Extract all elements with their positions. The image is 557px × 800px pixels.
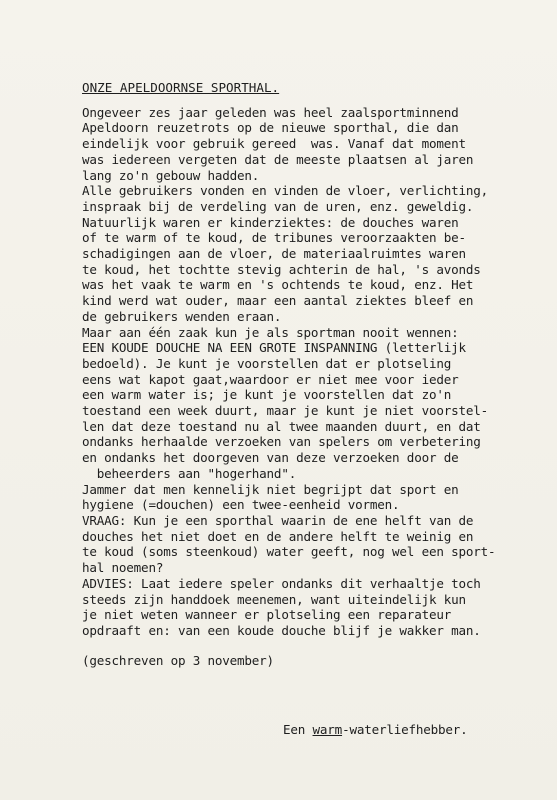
- article-text: [82, 105, 552, 639]
- signature-suffix: -waterliefhebber.: [342, 722, 468, 737]
- text-line: kind werd wat ouder, maar een aantal ziektes bleef en: [82, 293, 474, 309]
- text-line: of te warm of te koud, de tribunes veroorzaakten be-: [82, 230, 466, 246]
- text-line: inspraak bij de verdeling van de uren, enz. geweldig.: [82, 198, 474, 214]
- text-line: te koud (soms steenkoud) water geeft, nog wel een sport-: [82, 544, 496, 560]
- text-line: hal noemen?: [82, 560, 164, 576]
- text-line: Natuurlijk waren er kinderziektes: de douches waren: [82, 214, 459, 230]
- text-line: Apeldoorn reuzetrots op de nieuwe sporthal, die dan: [82, 120, 459, 136]
- text-line: lang zo'n gebouw hadden.: [82, 167, 260, 183]
- text-line: toestand een week duurt, maar je kunt je niet voorstel-: [82, 403, 489, 419]
- text-line: was het vaak te warm en 's ochtends te koud, enz. Het: [82, 277, 474, 293]
- text-line: opdraaft en: van een koude douche blijf je wakker man.: [82, 622, 481, 638]
- text-line: hygiene (=douchen) een twee-eenheid vormen.: [82, 497, 400, 513]
- text-line: Ongeveer zes jaar geleden was heel zaalsportminnend: [82, 104, 459, 120]
- spacer: [82, 639, 552, 653]
- text-line: Alle gebruikers vonden en vinden de vloer, verlichting,: [82, 183, 489, 199]
- text-line: een warm water is; je kunt je voorstellen dat zo'n: [82, 387, 452, 403]
- text-line: douches het niet doet en de andere helft te weinig en: [82, 528, 474, 544]
- text-line: VRAAG: Kun je een sporthal waarin de ene helft van de: [82, 512, 474, 528]
- document-body: [82, 80, 552, 668]
- signature-prefix: Een: [283, 722, 313, 737]
- text-line: was iedereen vergeten dat de meeste plaatsen al jaren: [82, 151, 474, 167]
- text-line: ADVIES: Laat iedere speler ondanks dit verhaaltje toch: [82, 575, 481, 591]
- text-line: eindelijk voor gebruik gereed was. Vanaf dat moment: [82, 136, 466, 152]
- text-line: eens wat kapot gaat,waardoor er niet mee voor ieder: [82, 371, 459, 387]
- text-line: je niet weten wanneer er plotseling een reparateur: [82, 607, 452, 623]
- written-date: (geschreven op 3 november): [82, 652, 274, 668]
- text-line: beheerders aan "hogerhand".: [82, 465, 297, 481]
- text-line: steeds zijn handdoek meenemen, want uiteindelijk kun: [82, 591, 466, 607]
- document-title: ONZE APELDOORNSE SPORTHAL.: [82, 80, 280, 95]
- text-line: ondanks herhaalde verzoeken van spelers om verbetering: [82, 434, 481, 450]
- signature: [283, 722, 468, 737]
- text-line: bedoeld). Je kunt je voorstellen dat er plotseling: [82, 355, 452, 371]
- text-line: de gebruikers wenden eraan.: [82, 308, 282, 324]
- text-line: len dat deze toestand nu al twee maanden duurt, en dat: [82, 418, 481, 434]
- text-line: Jammer dat men kennelijk niet begrijpt dat sport en: [82, 481, 459, 497]
- text-line: te koud, het tochtte stevig achterin de hal, 's avonds: [82, 261, 481, 277]
- text-line: Maar aan één zaak kun je als sportman nooit wennen:: [82, 324, 459, 340]
- signature-underlined: warm: [312, 722, 343, 737]
- text-line: schadigingen aan de vloer, de materiaalruimtes waren: [82, 246, 466, 262]
- text-line: EEN KOUDE DOUCHE NA EEN GROTE INSPANNING (letterlijk: [82, 340, 466, 356]
- text-line: en ondanks het doorgeven van deze verzoeken door de: [82, 450, 459, 466]
